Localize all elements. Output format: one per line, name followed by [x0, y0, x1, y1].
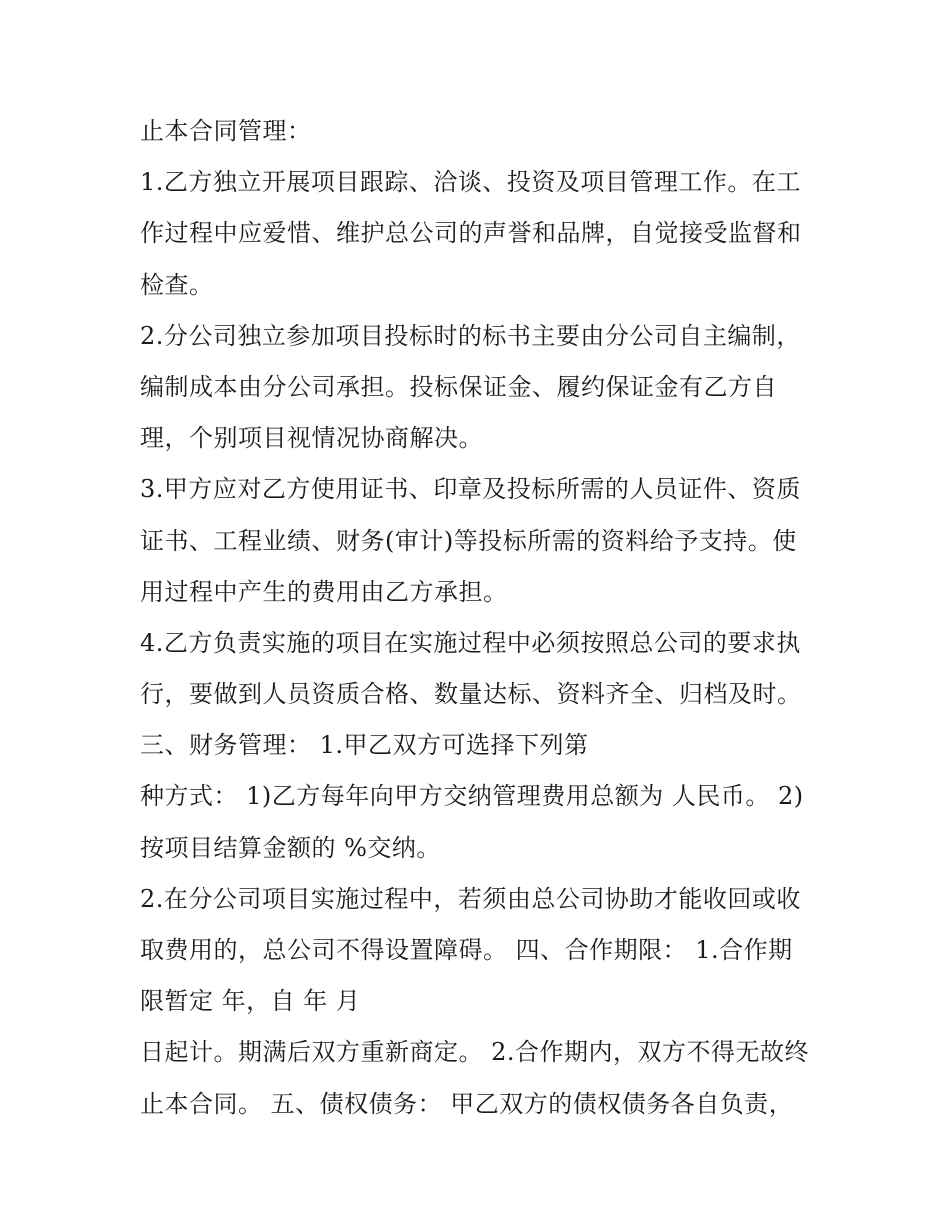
- text-line: 种方式： 1)乙方每年向甲方交纳管理费用总额为 人民币。 2): [140, 782, 804, 811]
- text-line: 2.分公司独立参加项目投标时的标书主要由分公司自主编制，: [140, 321, 801, 350]
- text-line: 三、财务管理： 1.甲乙双方可选择下列第: [140, 731, 589, 760]
- text-line: 1.乙方独立开展项目跟踪、洽谈、投资及项目管理工作。在工: [140, 168, 801, 197]
- text-line: 按项目结算金额的 %交纳。: [140, 833, 441, 862]
- text-line: 3.甲方应对乙方使用证书、印章及投标所需的人员证件、资质: [140, 475, 801, 504]
- text-line: 检查。: [140, 270, 214, 299]
- text-line: 止本合同管理：: [140, 117, 312, 145]
- text-line: 限暂定 年，自 年 月: [140, 987, 361, 1016]
- text-line: 行，要做到人员资质合格、数量达标、资料齐全、归档及时。: [140, 680, 802, 709]
- text-line: 理，个别项目视情况协商解决。: [140, 424, 483, 453]
- text-line: 2.在分公司项目实施过程中，若须由总公司协助才能收回或收: [140, 884, 801, 913]
- text-line: 证书、工程业绩、财务(审计)等投标所需的资料给予支持。使: [140, 526, 797, 555]
- text-line: 日起计。期满后双方重新商定。 2.合作期内，双方不得无故终: [140, 1038, 810, 1067]
- document-body: [140, 106, 840, 1130]
- text-line: 用过程中产生的费用由乙方承担。: [140, 577, 508, 606]
- text-line: 止本合同。 五、债权债务： 甲乙双方的债权债务各自负责，: [140, 1089, 794, 1118]
- text-line: 取费用的，总公司不得设置障碍。 四、合作期限： 1.合作期: [140, 936, 793, 964]
- text-line: 编制成本由分公司承担。投标保证金、履约保证金有乙方自: [140, 372, 777, 401]
- text-line: 作过程中应爱惜、维护总公司的声誉和品牌，自觉接受监督和: [140, 219, 802, 248]
- text-line: 4.乙方负责实施的项目在实施过程中必须按照总公司的要求执: [140, 628, 801, 657]
